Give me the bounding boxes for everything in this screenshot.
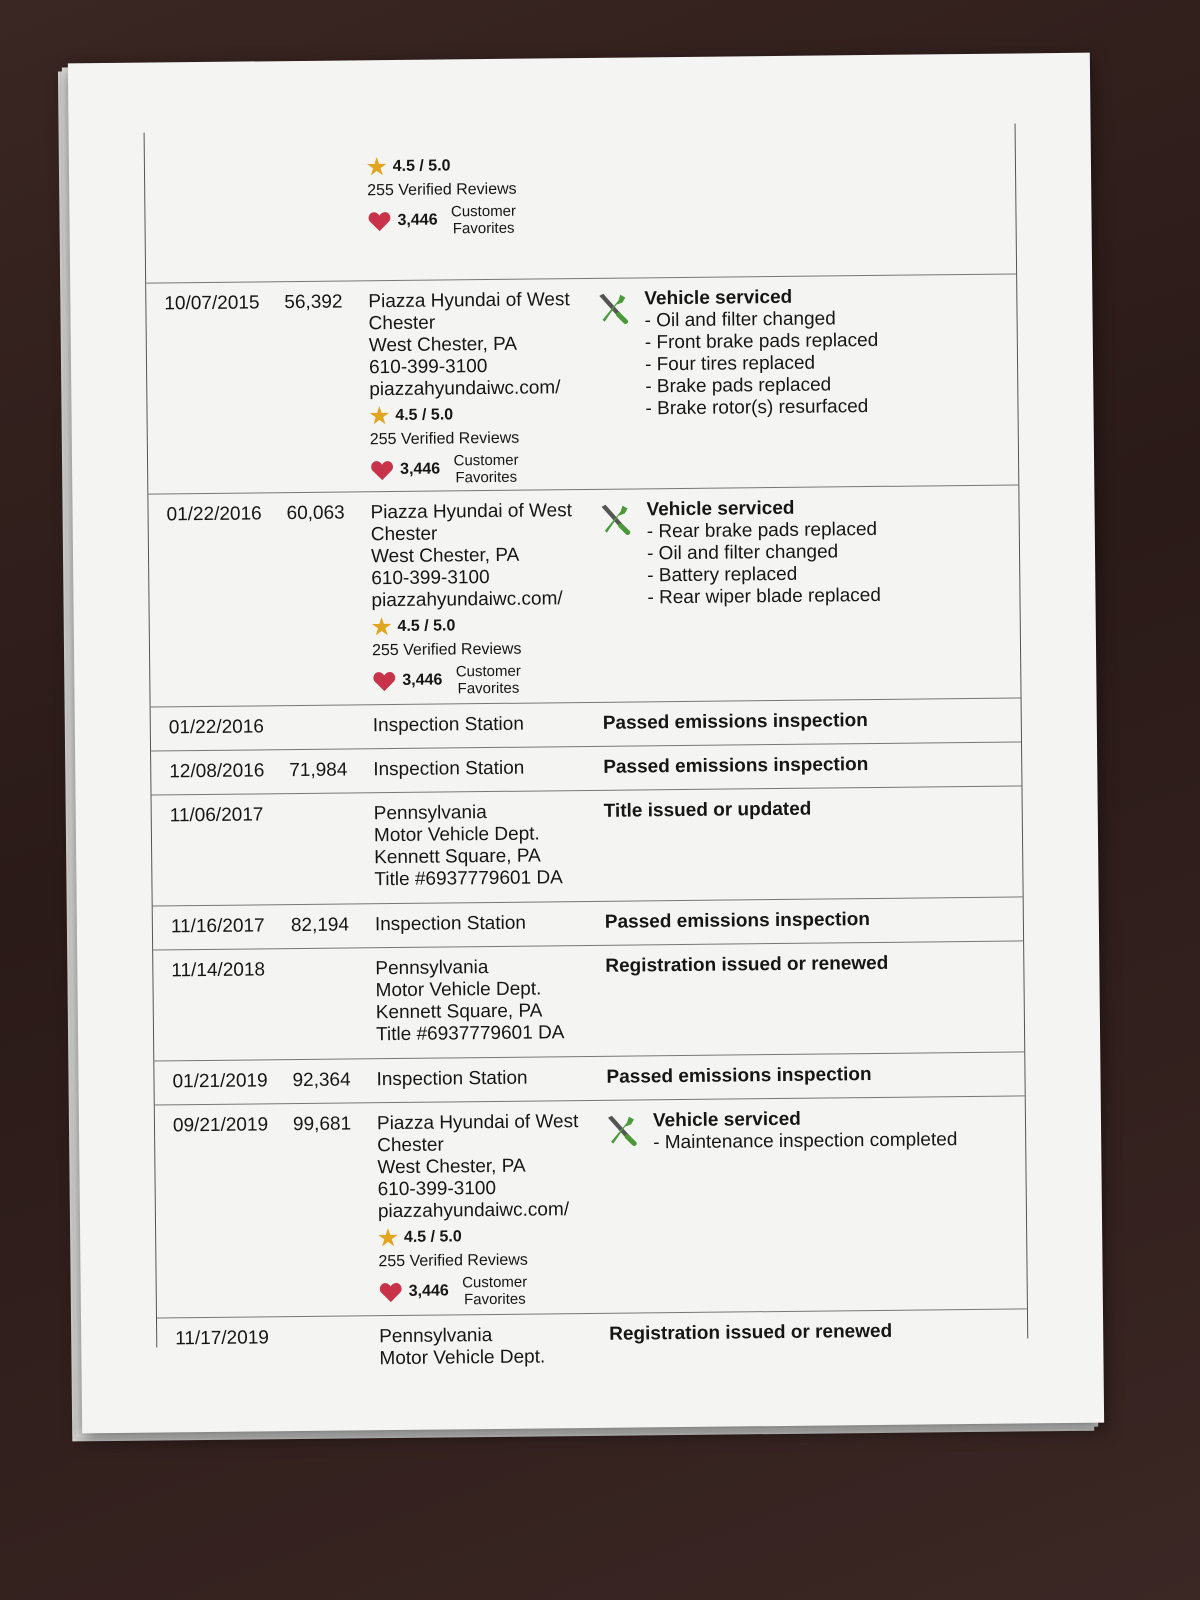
star-icon: ★ <box>378 1224 399 1251</box>
source-phone: 610-399-3100 <box>368 356 488 379</box>
paper-sheet <box>68 53 1104 1434</box>
record-details <box>609 1319 1019 1345</box>
source-name: Inspection Station <box>373 757 525 781</box>
detail-item: - Battery replaced <box>647 563 798 587</box>
record-mileage <box>289 715 369 716</box>
history-record <box>148 484 1020 706</box>
rating-value: 4.5 / 5.0 <box>395 406 454 424</box>
source-dept: Motor Vehicle Dept. <box>375 978 542 1002</box>
source-phone: 610-399-3100 <box>377 1177 497 1201</box>
source-title-number: Title #6937779601 DA <box>374 867 563 891</box>
record-date: 01/22/2016 <box>168 716 265 739</box>
source-website: piazzahyundaiwc.com/ <box>371 588 563 612</box>
record-heading: Passed emissions inspection <box>606 1064 872 1088</box>
detail-item: - Brake pads replaced <box>645 374 832 398</box>
record-source <box>373 757 603 781</box>
record-heading: Vehicle serviced <box>646 497 795 521</box>
detail-item: - Four tires replaced <box>644 352 816 376</box>
customer-favorites <box>370 451 600 487</box>
record-mileage: 82,194 <box>290 914 350 937</box>
record-date: 11/16/2017 <box>170 915 265 938</box>
record-source <box>379 1324 609 1370</box>
favorites-count: 3,446 <box>408 1282 449 1300</box>
record-source <box>375 956 606 1046</box>
record-date: 10/07/2015 <box>164 292 260 315</box>
wrench-screwdriver-icon <box>596 502 630 536</box>
rating <box>378 1225 608 1249</box>
verified-reviews: 255 Verified Reviews <box>367 180 517 200</box>
source-name: Pennsylvania <box>375 957 489 980</box>
record-heading: Vehicle serviced <box>644 286 793 310</box>
favorites-count: 3,446 <box>397 211 438 229</box>
source-name: Inspection Station <box>376 1067 528 1091</box>
source-website: piazzahyundaiwc.com/ <box>377 1199 570 1223</box>
history-record <box>155 1095 1027 1317</box>
source-name: Piazza Hyundai of West Chester <box>370 500 573 546</box>
record-date: 11/14/2018 <box>171 959 266 982</box>
record-details <box>646 495 1057 609</box>
detail-item: - Front brake pads replaced <box>644 329 879 354</box>
heart-icon <box>367 210 391 232</box>
rating-value: 4.5 / 5.0 <box>397 617 456 635</box>
source-dept: Motor Vehicle Dept. <box>379 1346 546 1370</box>
fragment-ratings <box>367 150 598 238</box>
record-details <box>653 1106 1063 1154</box>
rating <box>367 154 597 178</box>
star-icon: ★ <box>371 614 392 640</box>
favorites-label: Customer Favorites <box>455 662 521 698</box>
record-source <box>368 289 600 487</box>
record-mileage: 60,063 <box>286 502 345 525</box>
heart-icon <box>370 459 394 481</box>
record-mileage: 56,392 <box>284 291 343 314</box>
source-location: Kennett Square, PA <box>374 845 541 869</box>
record-heading: Title issued or updated <box>603 798 812 822</box>
star-icon: ★ <box>366 154 387 180</box>
vehicle-history-table <box>144 123 1029 1370</box>
detail-item: - Rear wiper blade replaced <box>647 584 881 609</box>
customer-favorites <box>372 662 602 698</box>
record-mileage <box>291 958 371 959</box>
record-source <box>370 500 602 698</box>
record-heading: Registration issued or renewed <box>609 1320 893 1345</box>
record-details <box>606 1063 1016 1089</box>
heart-icon <box>379 1281 403 1303</box>
record-details <box>605 908 1015 934</box>
record-heading: Passed emissions inspection <box>603 754 869 778</box>
customer-favorites <box>379 1273 609 1309</box>
detail-item: - Oil and filter changed <box>644 308 836 332</box>
source-dept: Motor Vehicle Dept. <box>373 823 540 847</box>
favorites-count: 3,446 <box>400 460 441 478</box>
source-name: Piazza Hyundai of West Chester <box>376 1111 579 1157</box>
record-heading: Passed emissions inspection <box>602 710 868 734</box>
verified-reviews: 255 Verified Reviews <box>369 429 520 449</box>
source-phone: 610-399-3100 <box>371 567 490 590</box>
verified-reviews: 255 Verified Reviews <box>371 640 522 660</box>
record-mileage: 99,681 <box>292 1113 352 1136</box>
source-location: West Chester, PA <box>368 333 518 357</box>
record-mileage: 71,984 <box>289 759 348 782</box>
record-date: 01/22/2016 <box>166 503 262 526</box>
record-date: 11/06/2017 <box>169 804 264 827</box>
record-date: 11/17/2019 <box>175 1327 270 1350</box>
record-source <box>374 801 605 891</box>
star-icon: ★ <box>369 403 390 429</box>
history-record <box>157 1308 1028 1388</box>
favorites-label: Customer Favorites <box>453 451 519 487</box>
record-heading: Vehicle serviced <box>652 1108 801 1132</box>
record-mileage <box>290 803 370 804</box>
verified-reviews: 255 Verified Reviews <box>378 1251 528 1271</box>
partial-record-fragment <box>145 123 1017 282</box>
record-source <box>376 1067 606 1091</box>
history-record <box>146 273 1018 493</box>
customer-favorites <box>367 202 597 238</box>
history-record <box>152 785 1023 905</box>
record-date: 09/21/2019 <box>172 1114 269 1137</box>
source-name: Pennsylvania <box>379 1325 493 1348</box>
record-details <box>603 709 1013 735</box>
rating <box>372 614 602 638</box>
rating-value: 4.5 / 5.0 <box>403 1228 462 1246</box>
source-name: Inspection Station <box>374 912 527 936</box>
source-name: Piazza Hyundai of West Chester <box>368 289 570 335</box>
heart-icon <box>372 670 396 692</box>
history-record <box>153 940 1024 1060</box>
source-name: Pennsylvania <box>373 802 487 825</box>
record-heading: Registration issued or renewed <box>605 952 889 977</box>
record-details <box>603 753 1013 779</box>
record-date: 12/08/2016 <box>169 760 265 783</box>
source-location: West Chester, PA <box>370 544 520 568</box>
record-source <box>375 912 605 936</box>
record-mileage <box>295 1326 375 1327</box>
wrench-screwdriver-icon <box>594 291 628 325</box>
record-source <box>377 1111 609 1309</box>
record-source <box>373 713 603 737</box>
detail-item: - Maintenance inspection completed <box>653 1129 958 1154</box>
source-title-number: Title #6937779601 DA <box>375 1022 565 1046</box>
favorites-label: Customer Favorites <box>450 202 517 238</box>
rating-value: 4.5 / 5.0 <box>392 157 451 175</box>
detail-item: - Rear brake pads replaced <box>646 518 878 543</box>
record-date: 01/21/2019 <box>172 1070 268 1093</box>
favorites-count: 3,446 <box>402 671 443 689</box>
record-details <box>605 952 1015 978</box>
record-heading: Passed emissions inspection <box>604 909 871 933</box>
source-name: Inspection Station <box>372 713 524 737</box>
source-location: Kennett Square, PA <box>375 1000 543 1024</box>
wrench-screwdriver-icon <box>603 1112 637 1146</box>
source-website: piazzahyundaiwc.com/ <box>369 377 561 401</box>
source-location: West Chester, PA <box>377 1155 526 1179</box>
detail-item: - Brake rotor(s) resurfaced <box>645 396 869 420</box>
record-mileage: 92,364 <box>292 1069 351 1092</box>
record-details <box>644 284 1055 420</box>
detail-item: - Oil and filter changed <box>646 541 839 565</box>
record-details <box>604 797 1014 823</box>
rating <box>369 403 599 427</box>
favorites-label: Customer Favorites <box>462 1273 528 1309</box>
